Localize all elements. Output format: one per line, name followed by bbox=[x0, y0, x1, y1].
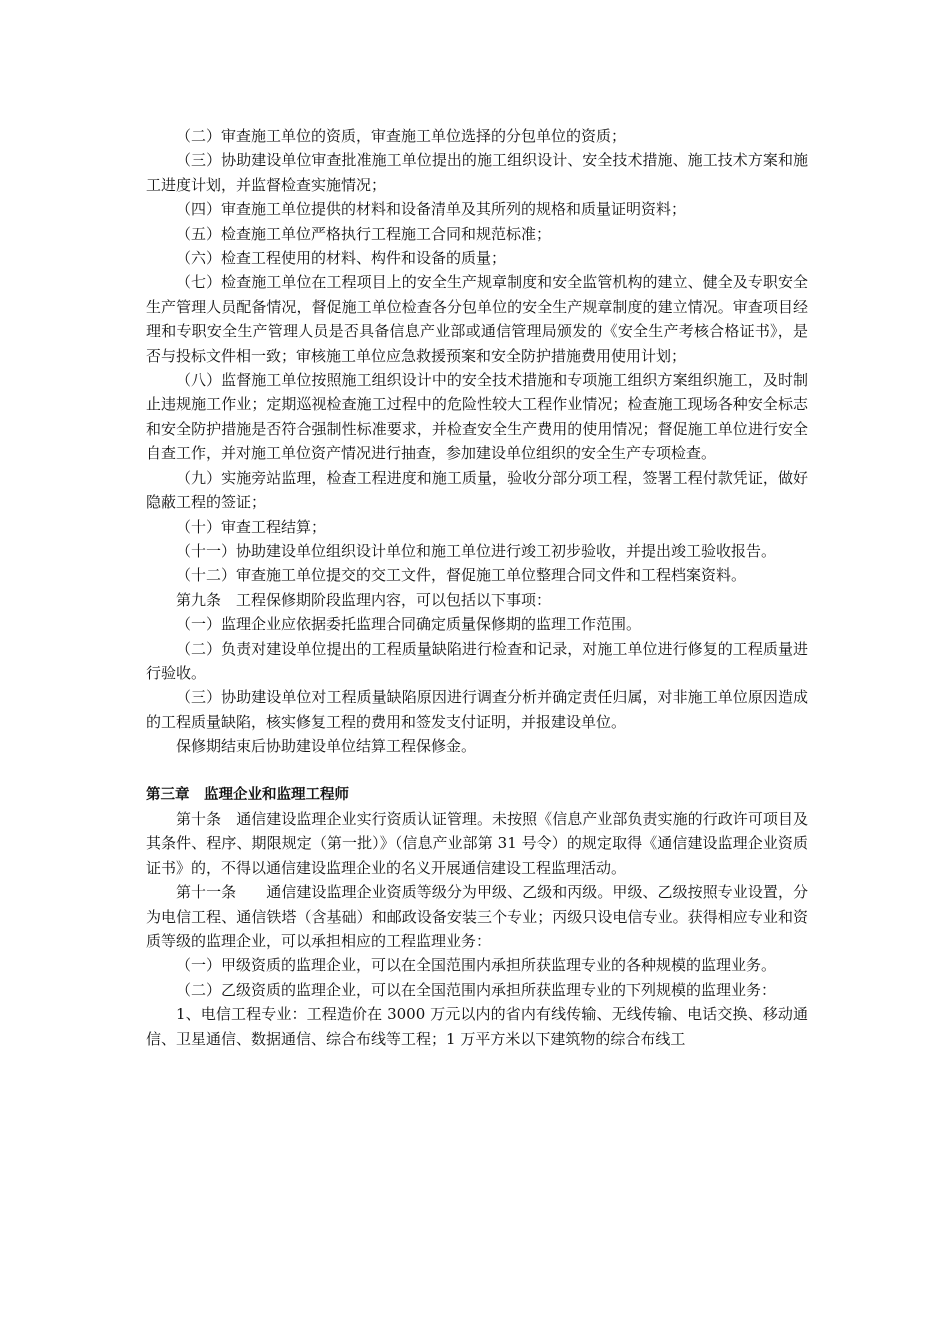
paragraph: （十）审查工程结算； bbox=[176, 517, 327, 536]
paragraph: （三）协助建设单位审查批准施工单位提出的施工组织设计、安全技术措施、施工技术方案和施工进度计划，并监督检查实施情况； bbox=[146, 151, 808, 194]
paragraph: （一）甲级资质的监理企业，可以在全国范围内承担所获监理专业的各种规模的监理业务。 bbox=[176, 956, 777, 975]
paragraph: （二）审查施工单位的资质，审查施工单位选择的分包单位的资质； bbox=[176, 127, 627, 145]
article-9: 第九条 工程保修期阶段监理内容，可以包括以下事项： bbox=[176, 590, 552, 609]
paragraph: （五）检查施工单位严格执行工程施工合同和规范标准； bbox=[176, 224, 552, 243]
paragraph: （十一）协助建设单位组织设计单位和施工单位进行竣工初步验收，并提出竣工验收报告。 bbox=[176, 541, 777, 560]
article-10: 第十条 通信建设监理企业实行资质认证管理。未按照《信息产业部负责实施的行政许可项目及其条件、程序、期限规定（第一批）》（信息产业部第 31 号令）的规定取得《通信建设监理企业资质证书》的，不得以通信建设监理企业的名义开展通信建设工程监理活动。 bbox=[146, 809, 808, 877]
paragraph: （二）负责对建设单位提出的工程质量缺陷进行检查和记录，对施工单位进行修复的工程质量进行验收。 bbox=[146, 639, 808, 682]
paragraph: 保修期结束后协助建设单位结算工程保修金。 bbox=[176, 737, 477, 756]
section-gap bbox=[146, 759, 808, 783]
section-bottom bbox=[146, 807, 808, 1051]
paragraph: （三）协助建设单位对工程质量缺陷原因进行调查分析并确定责任归属，对非施工单位原因造成的工程质量缺陷，核实修复工程的费用和签发支付证明，并报建设单位。 bbox=[146, 688, 808, 731]
paragraph: （九）实施旁站监理，检查工程进度和施工质量，验收分部分项工程，签署工程付款凭证，做好隐蔽工程的签证； bbox=[146, 468, 808, 512]
chapter-heading: 第三章 监理企业和监理工程师 bbox=[146, 786, 349, 803]
paragraph: （二）乙级资质的监理企业，可以在全国范围内承担所获监理专业的下列规模的监理业务： bbox=[176, 980, 777, 999]
document-page bbox=[146, 124, 808, 1051]
paragraph: （十二）审查施工单位提交的交工文件，督促施工单位整理合同文件和工程档案资料。 bbox=[176, 566, 747, 585]
paragraph: 1、电信工程专业：工程造价在 3000 万元以内的省内有线传输、无线传输、电话交换、移动通信、卫星通信、数据通信、综合布线等工程；1 万平方米以下建筑物的综合布线工 bbox=[146, 1005, 808, 1048]
article-11: 第十一条 通信建设监理企业资质等级分为甲级、乙级和丙级。甲级、乙级按照专业设置，分为电信工程、通信铁塔（含基础）和邮政设备安装三个专业；丙级只设电信专业。获得相应专业和资质等级的监理企业，可以承担相应的工程监理业务： bbox=[146, 883, 808, 950]
paragraph: （四）审查施工单位提供的材料和设备清单及其所列的规格和质量证明资料； bbox=[176, 200, 687, 219]
paragraph: （一）监理企业应依据委托监理合同确定质量保修期的监理工作范围。 bbox=[176, 615, 642, 634]
paragraph: （七）检查施工单位在工程项目上的安全生产规章制度和安全监管机构的建立、健全及专职安全生产管理人员配备情况，督促施工单位检查各分包单位的安全生产规章制度的建立情况。审查项目经理和专职安全生产管理人员是否具备信息产业部或通信管理局颁发的《安全生产考核合格证书》，是否与投标文件相一致；审核施工单位应急救援预案和安全防护措施费用使用计划； bbox=[146, 273, 808, 365]
paragraph: （八）监督施工单位按照施工组织设计中的安全技术措施和专项施工组织方案组织施工，及时制止违规施工作业；定期巡视检查施工过程中的危险性较大工程作业情况；检查施工现场各种安全标志和安全防护措施是否符合强制性标准要求，并检查安全生产费用的使用情况；督促施工单位进行安全自查工作，并对施工单位资产情况进行抽查，参加建设单位组织的安全生产专项检查。 bbox=[146, 371, 808, 463]
section-top bbox=[146, 124, 808, 759]
paragraph: （六）检查工程使用的材料、构件和设备的质量； bbox=[176, 249, 507, 268]
